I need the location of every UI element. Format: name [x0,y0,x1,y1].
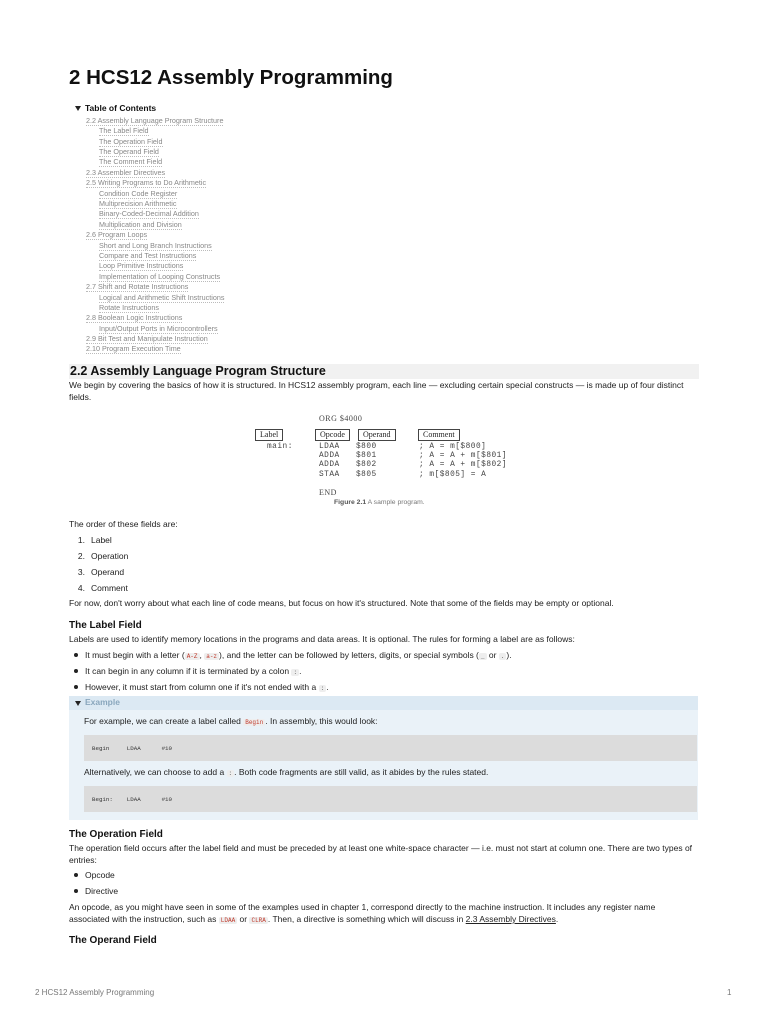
label-field-intro: Labels are used to identify memory locations in the programs and data areas. It is optional. The rules for forming a label are as follows: [69,634,575,644]
code-ldaa: LDAA [220,916,236,924]
toc-item-label: Multiprecision Arithmetic [99,199,177,209]
order-list-item-label: Comment [91,583,128,593]
example-summary: Example [85,697,120,708]
figure-row-opcode: STAA [319,470,340,479]
toc-item[interactable] [75,251,675,261]
triangle-down-icon [75,106,81,111]
operation-field-heading: The Operation Field [69,829,163,840]
toc-item[interactable] [75,189,675,199]
operation-item-directive: Directive [69,886,118,898]
toc-item[interactable] [75,137,675,147]
code-clra: CLRA [251,916,266,924]
code-period: . [500,653,505,660]
toc-item-label: Loop Primitive Instructions [99,261,184,271]
example-line-1: For example, we can create a label called Begin . In assembly, this would look: [84,716,378,726]
figure-row-operand: $802 [356,461,377,470]
toc-item[interactable] [75,241,675,251]
toc-item-label: 2.3 Assembler Directives [86,167,166,177]
label-rule-2: It can begin in any column if it is terminated by a colon : . [69,666,301,678]
label-field-heading: The Label Field [69,620,142,631]
section-intro: We begin by covering the basics of how it is structured. In HCS12 assembly program, each line — excluding certain special constructs — is made up of four distinct fields. [69,380,684,402]
order-list-item-label: Operation [91,551,129,561]
toc-item[interactable] [75,126,675,136]
list-number: 2. [77,551,85,561]
toc-item-label: 2.6 Program Loops [86,230,148,240]
code-colon: : [228,770,233,777]
figure-sample-program [255,412,515,512]
toc-item[interactable] [75,116,675,126]
operand-field-heading: The Operand Field [69,935,157,946]
order-list-item-label: Label [91,535,112,545]
figure-row-operand: $805 [356,470,377,479]
list-number: 4. [77,583,85,593]
toc-item[interactable] [75,272,675,282]
order-list-item [69,551,128,563]
figure-row-opcode: ADDA [319,461,340,470]
toc-item[interactable] [75,209,675,219]
figure-row-comment: ; A = A + m[$801] [419,452,508,461]
toc-item[interactable] [75,220,675,230]
figure-caption-text: A sample program. [367,499,425,506]
toc-item-label: 2.5 Writing Programs to Do Arithmetic [86,178,207,188]
example-callout [69,696,698,820]
figure-row-opcode: LDAA [319,443,340,451]
order-list-item [69,583,128,595]
toc-summary-label: Table of Contents [85,103,157,113]
toc-item-label: 2.2 Assembly Language Program Structure [86,115,224,125]
figure-label-main: main: [267,443,293,451]
toc-item[interactable] [75,199,675,209]
figure-header-label: Label [255,429,283,441]
toc-item-label: Multiplication and Division [99,219,182,229]
footer-title: 2 HCS12 Assembly Programming [35,988,155,997]
code-begin: Begin [245,719,264,726]
toc-item[interactable] [75,261,675,271]
toc-item-label: The Label Field [99,126,149,136]
code-range-lowercase: a-z [206,653,218,660]
figure-header-comment: Comment [418,429,460,441]
operation-field-para: An opcode, as you might have seen in some of the examples used in chapter 1, correspond directly to the machine instruction. It includes any register name associated with the instruction, such as LDAA or CLRA . Then, a directive is something which will discuss in 2.3 Assembly Directives. [69,902,656,924]
order-note: For now, don't worry about what each line of code means, but focus on how it's structured. Note that some of the fields may be empty or optional. [69,598,614,608]
footer-page-number: 1 [727,988,732,997]
toc-item-label: Compare and Test Instructions [99,250,197,260]
toc-item[interactable] [75,230,675,240]
bullet-icon [74,685,78,689]
toc-item-label: 2.10 Program Execution Time [86,344,181,354]
toc-item-label: Input/Output Ports in Microcontrollers [99,323,218,333]
example-line-2: Alternatively, we can choose to add a : . Both code fragments are still valid, as it abides by the rules stated. [84,767,489,777]
toc-item-label: Binary-Coded-Decimal Addition [99,209,199,219]
list-number: 3. [77,567,85,577]
code-underscore: _ [480,653,485,660]
operation-field-intro: The operation field occurs after the label field and must be preceded by at least one white-space character — i.e. must not start at column one. There are two types of entries: [69,843,693,865]
toc-item[interactable] [75,313,675,323]
toc-item-label: 2.9 Bit Test and Manipulate Instruction [86,334,208,344]
toc-item[interactable] [75,178,675,188]
figure-row-operand: $801 [356,452,377,461]
toc-item[interactable] [75,147,675,157]
figure-caption-label: Figure 2.1 [334,499,367,506]
toc-item-label: The Comment Field [99,157,163,167]
figure-caption [334,498,425,508]
order-intro: The order of these fields are: [69,519,178,529]
figure-end-line: END [319,488,337,497]
bullet-icon [74,889,78,893]
toc-item-label: The Operation Field [99,136,163,146]
order-list-item [69,567,124,579]
example-toggle[interactable] [69,696,698,710]
label-rule-1: It must begin with a letter ( A-Z , a-z ), and the letter can be followed by letters, digits, or special symbols ( _ or . ). [69,650,512,662]
code-block-1: Begin LDAA #10 [84,735,697,761]
list-number: 1. [77,535,85,545]
code-range-uppercase: A-Z [186,653,198,660]
toc-item[interactable] [75,168,675,178]
bullet-icon [74,653,78,657]
toc-item-label: Short and Long Branch Instructions [99,240,212,250]
operation-item-opcode: Opcode [69,870,115,882]
figure-row-comment: ; m[$805] = A [419,470,487,479]
toc-item-label: Logical and Arithmetic Shift Instructions [99,292,225,302]
code-colon: : [293,669,298,676]
order-list-item [69,535,112,547]
toc-item[interactable] [75,324,675,334]
toc-item[interactable] [75,344,675,354]
figure-row-comment: ; A = A + m[$802] [419,461,508,470]
figure-row-operand: $800 [356,443,377,451]
code-block-2: Begin: LDAA #10 [84,786,697,812]
link-assembly-directives[interactable]: 2.3 Assembly Directives [465,913,556,924]
table-of-contents [75,103,675,355]
toc-item[interactable] [75,303,675,313]
triangle-down-icon [75,701,81,706]
toc-item-label: The Operand Field [99,147,159,157]
toc-item-label: 2.7 Shift and Rotate Instructions [86,282,189,292]
toc-item[interactable] [75,157,675,167]
section-heading: 2.2 Assembly Language Program Structure [69,364,699,379]
code-colon: : [320,685,325,692]
toc-toggle[interactable] [75,103,675,115]
bullet-icon [74,873,78,877]
toc-item[interactable] [75,293,675,303]
order-list-item-label: Operand [91,567,125,577]
bullet-icon [74,669,78,673]
toc-list [75,116,675,355]
figure-header-opcode: Opcode [315,429,350,441]
toc-item-label: Condition Code Register [99,188,178,198]
figure-row-comment: ; A = m[$800] [419,443,487,451]
figure-header-operand: Operand [358,429,396,441]
figure-org-line: ORG $4000 [319,414,363,423]
label-rule-3: However, it must start from column one if it's not ended with a : . [69,682,329,694]
toc-item-label: Rotate Instructions [99,302,159,312]
toc-item[interactable] [75,282,675,292]
toc-item[interactable] [75,334,675,344]
toc-item-label: 2.8 Boolean Logic Instructions [86,313,183,323]
page-title: 2 HCS12 Assembly Programming [69,66,393,89]
toc-item-label: Implementation of Looping Constructs [99,271,221,281]
figure-row-opcode: ADDA [319,452,340,461]
